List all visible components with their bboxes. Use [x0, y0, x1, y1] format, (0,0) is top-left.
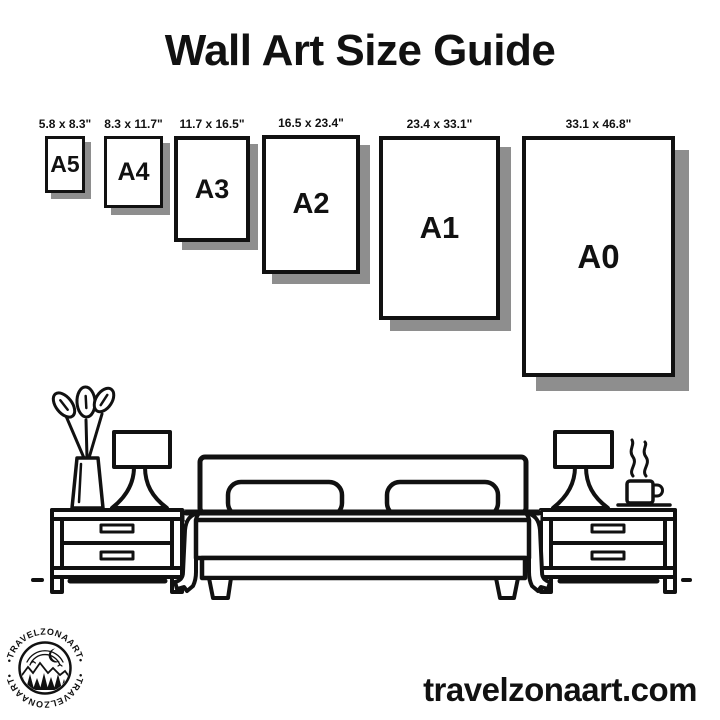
size-dimensions-label: 33.1 x 46.8": [565, 117, 632, 131]
brand-logo-badge: [3, 624, 87, 712]
plant-vase-icon: [49, 385, 118, 508]
mountain-icon: [19, 663, 71, 679]
poster-frame: [522, 136, 675, 377]
size-dimensions-label: 8.3 x 11.7": [104, 117, 163, 131]
size-frame-a4: [104, 117, 163, 208]
poster-frame: [174, 136, 250, 242]
poster-frame: [262, 135, 360, 274]
size-dimensions-label: 11.7 x 16.5": [179, 117, 245, 131]
size-frame-a1: [379, 117, 500, 320]
size-letter: A0: [577, 237, 620, 275]
website-url: travelzonaart.com: [423, 671, 697, 708]
table-lamp-icon: [553, 432, 612, 508]
arc-rays: [30, 655, 60, 665]
poster-frame: [104, 136, 163, 208]
size-letter: A1: [419, 210, 460, 245]
page-title: Wall Art Size Guide: [164, 26, 556, 75]
size-frame-a3: [174, 117, 250, 242]
poster-frame: [379, 136, 500, 320]
bird-icon: [58, 665, 62, 666]
logo-text-bottom: •TRAVELZONAART•: [4, 672, 86, 710]
table-lamp-icon: [112, 432, 170, 508]
poster-frame: [45, 136, 85, 193]
steam-icon: [631, 440, 647, 476]
size-letter: A5: [50, 151, 80, 177]
logo-text-top: •TRAVELZONAART•: [4, 626, 86, 664]
size-frame-a5: [38, 117, 92, 193]
size-dimensions-label: 23.4 x 33.1": [406, 117, 473, 131]
size-letter: A4: [117, 157, 150, 186]
size-dimensions-label: 5.8 x 8.3": [38, 117, 92, 131]
size-letter: A3: [194, 173, 230, 204]
bed-icon: [175, 457, 550, 598]
coffee-cup-icon: [618, 481, 670, 505]
size-frame-a2: [262, 116, 360, 274]
bedroom-scene: [0, 380, 720, 620]
size-frame-a0: [522, 117, 675, 377]
size-letter: A2: [292, 188, 330, 220]
size-dimensions-label: 16.5 x 23.4": [278, 116, 344, 130]
